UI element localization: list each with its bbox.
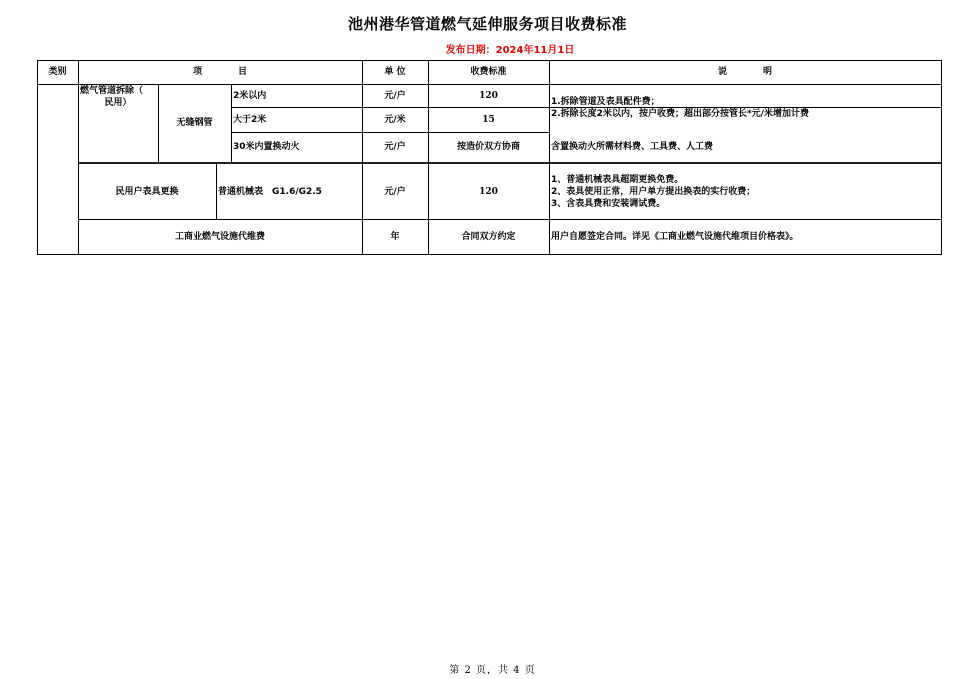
note-pipeline-removal	[549, 84, 941, 132]
table-border-left	[37, 60, 38, 255]
header-note: 说 明	[717, 67, 772, 77]
page-footer: 第 2 页，共 4 页	[449, 665, 536, 676]
fee-row1: 120	[479, 90, 498, 101]
fee-row2: 15	[482, 114, 495, 125]
note-row3: 含置换动火所需材料费、工具费、人工费	[551, 142, 714, 152]
unit-row1: 元/户	[384, 90, 406, 101]
spec-over-2m: 大于2米	[233, 114, 267, 125]
note-row5: 用户自愿签定合同。详见《工商业燃气设施代维项目价格表》。	[551, 231, 799, 242]
unit-row4: 元/户	[384, 186, 406, 197]
table-border-bottom	[37, 254, 942, 255]
fee-row5: 合同双方约定	[461, 231, 516, 242]
spec-mechanical-meter: 普通机械表 G1.6/G2.5	[218, 186, 322, 197]
unit-row5: 年	[390, 231, 400, 242]
header-unit: 单 位	[384, 67, 406, 77]
note-row4-line-3: 3、含表具费和安装调试费。	[551, 198, 666, 209]
table-border-right	[941, 60, 942, 255]
note-row4-line-1: 1、普通机械表具超期更换免费。	[551, 174, 684, 185]
document-title: 池州港华管道燃气延伸服务项目收费标准	[347, 15, 627, 33]
group-pipeline-removal	[78, 84, 158, 162]
note-line-1: 1.拆除管道及表具配件费；	[551, 97, 660, 107]
note-line-2: 2.拆除长度2米以内，按户收费；超出部分按管长*元/米增加计费	[551, 109, 809, 119]
sub-seamless-steel: 无缝钢管	[176, 118, 213, 128]
header-fee: 收费标准	[470, 67, 507, 77]
spec-30m-purge: 30米内置换动火	[233, 142, 300, 152]
item-commercial-maintenance: 工商业燃气设施代维费	[174, 231, 265, 242]
header-item: 项 目	[192, 67, 247, 77]
publish-date: 发布日期：2024年11月1日	[445, 45, 575, 56]
item-meter-replacement: 民用户表具更换	[115, 186, 179, 197]
note-row4-line-2: 2、表具使用正常，用户单方提出换表的实行收费；	[551, 186, 756, 197]
unit-row2: 元/米	[384, 114, 406, 125]
spec-within-2m: 2米以内	[233, 90, 267, 101]
note-row4	[549, 164, 941, 219]
unit-row3: 元/户	[384, 142, 406, 152]
group-label-line2: 民用）	[104, 98, 132, 108]
fee-row4: 120	[479, 186, 498, 197]
fee-row3: 按造价双方协商	[456, 142, 520, 152]
header-category: 类别	[48, 67, 67, 77]
group-label-line1: 燃气管道拆除（	[80, 86, 144, 96]
